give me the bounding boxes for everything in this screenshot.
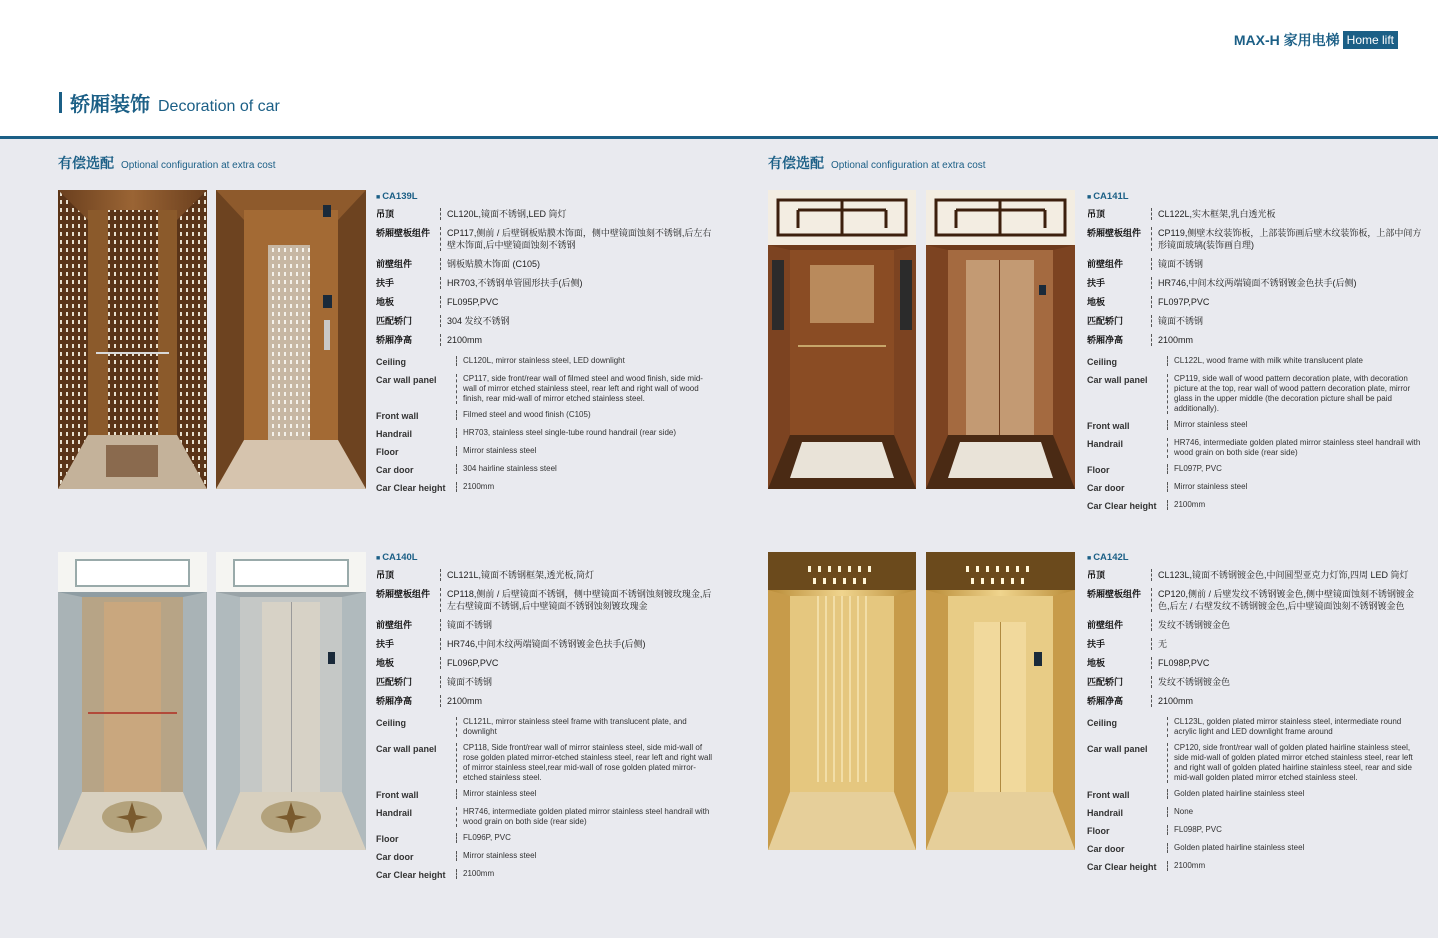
spec-row [1087, 789, 1417, 801]
spec-cn [1087, 208, 1427, 346]
spec-label: Floor [1087, 826, 1110, 836]
spec-cn [376, 208, 716, 346]
spec-ca140l [376, 552, 716, 887]
spec-label: Front wall [376, 790, 419, 800]
spec-value: Golden plated hairline stainless steel [1167, 789, 1417, 799]
spec-value: CL123L, golden plated mirror stainless steel, intermediate round acrylic light and LED downlight frame around [1167, 717, 1417, 737]
spec-label: Ceiling [376, 718, 407, 728]
optional-en: Optional configuration at extra cost [121, 160, 276, 171]
spec-label: 轿厢净高 [1087, 696, 1124, 706]
title-cn: 轿厢装饰 [70, 94, 150, 116]
spec-value: CP119,侧壁木纹装饰板，上部装饰画后壁木纹装饰板，上部中间方形镜面玻璃(装饰画自理) [1151, 227, 1427, 251]
spec-value: FL098P, PVC [1167, 825, 1417, 835]
spec-label: 扶手 [376, 278, 395, 288]
spec-value: 2100mm [1151, 695, 1417, 707]
spec-value: HR703, stainless steel single-tube round handrail (rear side) [456, 428, 716, 438]
spec-row [376, 227, 716, 251]
spec-value: 2100mm [1167, 861, 1417, 871]
spec-row [1087, 296, 1427, 308]
spec-row [1087, 227, 1427, 251]
spec-row [376, 258, 716, 270]
spec-label: Car wall panel [1087, 744, 1148, 754]
spec-label: 轿厢壁板组件 [1087, 589, 1142, 599]
spec-value: CP120,侧前 / 后壁发纹不锈钢镀金色,侧中壁镜面蚀刻不锈钢镀金色,后左 / 右壁发纹不锈钢镀金色,后中壁镜面蚀刻不锈钢镀金色 [1151, 588, 1417, 612]
spec-value: CL121L, mirror stainless steel frame with translucent plate, and downlight [456, 717, 716, 737]
spec-label: 轿厢净高 [376, 696, 413, 706]
spec-cn [376, 569, 716, 707]
spec-row [376, 334, 716, 346]
spec-en [1087, 356, 1427, 512]
spec-label: Floor [376, 447, 399, 457]
spec-value: FL095P,PVC [440, 296, 716, 308]
spec-row [1087, 420, 1427, 432]
spec-row [376, 296, 716, 308]
spec-value: Mirror stainless steel [456, 446, 716, 456]
spec-label: Car Clear height [1087, 862, 1157, 872]
spec-label: 吊顶 [1087, 209, 1106, 219]
spec-row [1087, 843, 1417, 855]
spec-row [376, 315, 716, 327]
spec-label: Car door [1087, 483, 1125, 493]
spec-label: Floor [376, 834, 399, 844]
spec-value: Mirror stainless steel [456, 851, 716, 861]
spec-label: Ceiling [376, 357, 407, 367]
spec-label: 轿厢净高 [1087, 335, 1124, 345]
optional-heading-right [768, 153, 986, 173]
spec-value: 304 hairline stainless steel [456, 464, 716, 474]
optional-en: Optional configuration at extra cost [831, 160, 986, 171]
spec-value: FL096P, PVC [456, 833, 716, 843]
title-en: Decoration of car [158, 98, 280, 115]
spec-value: FL097P, PVC [1167, 464, 1427, 474]
spec-label: 前壁组件 [376, 620, 413, 630]
elevator-photo-ca140l-2 [216, 552, 366, 850]
spec-row [1087, 315, 1427, 327]
spec-value: FL096P,PVC [440, 657, 716, 669]
spec-value: CL120L,镜面不锈钢,LED 筒灯 [440, 208, 716, 220]
optional-heading-left [58, 153, 276, 173]
spec-row [1087, 464, 1427, 476]
spec-value: 镜面不锈钢 [440, 619, 716, 631]
spec-row [376, 356, 716, 368]
spec-label: 匹配轿门 [1087, 316, 1124, 326]
spec-row [376, 569, 716, 581]
spec-value: CP117, side front/rear wall of filmed steel and wood finish, side mid-wall of mirror etched stainless steel, rear left and right wall of wood finish, rear mid-wall of mirror etched stainless steel. [456, 374, 716, 404]
spec-label: 轿厢壁板组件 [1087, 228, 1142, 238]
spec-label: 扶手 [376, 639, 395, 649]
spec-row [1087, 743, 1417, 783]
spec-label: Car Clear height [1087, 501, 1157, 511]
spec-label: Handrail [376, 808, 413, 818]
spec-label: 轿厢净高 [376, 335, 413, 345]
brand-name: MAX-H 家用电梯 [1233, 32, 1340, 48]
spec-value: Mirror stainless steel [456, 789, 716, 799]
spec-label: Car wall panel [376, 744, 437, 754]
spec-label: Car Clear height [376, 870, 446, 880]
optional-cn: 有偿选配 [768, 155, 824, 171]
spec-value: CP118, Side front/rear wall of mirror stainless steel, side mid-wall of rose golden plated mirror-etched stainless steel, rear left and right wall of mirror stainless steel,rear mid-wall of rose golden plated mirror-etched stainless steel. [456, 743, 716, 783]
spec-row [376, 638, 716, 650]
spec-label: Car door [376, 852, 414, 862]
spec-row [376, 717, 716, 737]
spec-label: 扶手 [1087, 278, 1106, 288]
spec-value: Mirror stainless steel [1167, 482, 1427, 492]
spec-ca142l [1087, 552, 1417, 879]
spec-row [376, 208, 716, 220]
spec-label: Front wall [376, 411, 419, 421]
spec-row [376, 851, 716, 863]
spec-row [376, 657, 716, 669]
spec-en [376, 717, 716, 881]
spec-value: HR746,中间木纹两端镜面不锈钢镀金色扶手(后侧) [1151, 277, 1427, 289]
spec-value: 镜面不锈钢 [440, 676, 716, 688]
spec-value: 2100mm [440, 334, 716, 346]
spec-row [376, 410, 716, 422]
spec-value: CL123L,镜面不锈钢镀金色,中间圆型亚克力灯饰,四周 LED 筒灯 [1151, 569, 1417, 581]
spec-row [1087, 825, 1417, 837]
spec-value: CL122L, wood frame with milk white translucent plate [1167, 356, 1427, 366]
spec-value: 发纹不锈钢镀金色 [1151, 676, 1417, 688]
spec-label: Car door [1087, 844, 1125, 854]
spec-row [1087, 588, 1417, 612]
spec-value: CP119, side wall of wood pattern decoration plate, with decoration picture at the top, rear wall of wood pattern decoration plate, mirror glass in the upper middle (the decoration picture shall be paid additionally). [1167, 374, 1427, 414]
header-rule [0, 136, 1438, 139]
spec-row [376, 464, 716, 476]
spec-label: 地板 [376, 297, 395, 307]
spec-label: 轿厢壁板组件 [376, 228, 431, 238]
spec-row [1087, 374, 1427, 414]
product-code: ■ CA141L [1087, 191, 1427, 202]
spec-label: Car wall panel [376, 375, 437, 385]
elevator-photo-ca139l-2 [216, 190, 366, 489]
brand-badge: Home lift [1343, 31, 1398, 49]
spec-value: CP117,侧前 / 后壁钢板贴膜木饰面，侧中壁镜面蚀刻不锈钢,后左右壁木饰面,后中壁镜面蚀刻不锈钢 [440, 227, 716, 251]
spec-row [376, 789, 716, 801]
product-code: ■ CA139L [376, 191, 716, 202]
spec-row [376, 588, 716, 612]
spec-row [376, 676, 716, 688]
spec-label: 匹配轿门 [376, 316, 413, 326]
spec-row [1087, 277, 1427, 289]
spec-row [376, 807, 716, 827]
spec-label: Front wall [1087, 421, 1130, 431]
spec-value: 镜面不锈钢 [1151, 258, 1427, 270]
spec-row [1087, 676, 1417, 688]
spec-row [1087, 438, 1427, 458]
spec-value: FL097P,PVC [1151, 296, 1427, 308]
spec-row [1087, 619, 1417, 631]
spec-label: Ceiling [1087, 357, 1118, 367]
spec-label: 地板 [376, 658, 395, 668]
brand [1234, 31, 1398, 49]
spec-value: 无 [1151, 638, 1417, 650]
product-code: ■ CA142L [1087, 552, 1417, 563]
spec-label: Handrail [1087, 808, 1124, 818]
spec-label: Handrail [1087, 439, 1124, 449]
spec-label: 吊顶 [376, 209, 395, 219]
spec-label: 前壁组件 [1087, 259, 1124, 269]
spec-value: 2100mm [1151, 334, 1427, 346]
spec-label: 轿厢壁板组件 [376, 589, 431, 599]
spec-label: Car Clear height [376, 483, 446, 493]
product-code: ■ CA140L [376, 552, 716, 563]
spec-row [1087, 638, 1417, 650]
spec-value: 2100mm [440, 695, 716, 707]
spec-row [376, 482, 716, 494]
elevator-photo-ca142l-1 [768, 552, 916, 850]
spec-label: Ceiling [1087, 718, 1118, 728]
spec-row [1087, 695, 1417, 707]
spec-value: CP118,侧前 / 后壁镜面不锈钢，侧中壁镜面不锈钢蚀刻镀玫瑰金,后左右壁镜面不锈钢,后中壁镜面不锈钢蚀刻镀玫瑰金 [440, 588, 716, 612]
spec-value: 2100mm [456, 869, 716, 879]
spec-row [1087, 657, 1417, 669]
spec-en [376, 356, 716, 494]
spec-row [1087, 208, 1427, 220]
page-title [59, 88, 280, 117]
spec-label: 前壁组件 [1087, 620, 1124, 630]
spec-value: CP120, side front/rear wall of golden plated hairline stainless steel, side mid-wall of golden plated mirror etched stainless steel, rear left and right wall of golden plated hairline stainless steel, rear and side mid-wall golden plated mirror etched stainless steel. [1167, 743, 1417, 783]
spec-label: 前壁组件 [376, 259, 413, 269]
spec-value: Mirror stainless steel [1167, 420, 1427, 430]
spec-row [376, 743, 716, 783]
spec-label: Car wall panel [1087, 375, 1148, 385]
spec-value: 发纹不锈钢镀金色 [1151, 619, 1417, 631]
spec-label: 地板 [1087, 297, 1106, 307]
spec-value: 2100mm [456, 482, 716, 492]
elevator-photo-ca139l-1 [58, 190, 207, 489]
spec-ca141l [1087, 191, 1427, 518]
spec-row [1087, 861, 1417, 873]
spec-row [1087, 482, 1427, 494]
spec-value: Golden plated hairline stainless steel [1167, 843, 1417, 853]
spec-value: Filmed steel and wood finish (C105) [456, 410, 716, 420]
spec-value: CL121L,镜面不锈钢框架,透光板,筒灯 [440, 569, 716, 581]
spec-label: 吊顶 [1087, 570, 1106, 580]
title-bar [59, 92, 62, 113]
elevator-photo-ca141l-1 [768, 190, 916, 489]
spec-value: CL120L, mirror stainless steel, LED downlight [456, 356, 716, 366]
spec-label: Car door [376, 465, 414, 475]
spec-row [376, 833, 716, 845]
spec-label: 匹配轿门 [1087, 677, 1124, 687]
spec-row [1087, 717, 1417, 737]
spec-row [376, 619, 716, 631]
spec-value: HR746,中间木纹两端镜面不锈钢镀金色扶手(后侧) [440, 638, 716, 650]
spec-value: 304 发纹不锈钢 [440, 315, 716, 327]
spec-label: Front wall [1087, 790, 1130, 800]
spec-row [1087, 500, 1427, 512]
spec-row [1087, 807, 1417, 819]
spec-value: 镜面不锈钢 [1151, 315, 1427, 327]
spec-value: 2100mm [1167, 500, 1427, 510]
spec-row [1087, 356, 1427, 368]
spec-row [1087, 334, 1427, 346]
elevator-photo-ca140l-1 [58, 552, 207, 850]
spec-row [376, 446, 716, 458]
spec-value: HR746, intermediate golden plated mirror stainless steel handrail with wood grain on both side (rear side) [1167, 438, 1427, 458]
optional-cn: 有偿选配 [58, 155, 114, 171]
spec-en [1087, 717, 1417, 873]
spec-value: FL098P,PVC [1151, 657, 1417, 669]
spec-label: Handrail [376, 429, 413, 439]
elevator-photo-ca141l-2 [926, 190, 1075, 489]
elevator-photo-ca142l-2 [926, 552, 1075, 850]
spec-cn [1087, 569, 1417, 707]
spec-label: 地板 [1087, 658, 1106, 668]
spec-row [376, 695, 716, 707]
spec-value: None [1167, 807, 1417, 817]
spec-label: 扶手 [1087, 639, 1106, 649]
spec-row [376, 374, 716, 404]
spec-row [1087, 258, 1427, 270]
spec-label: 吊顶 [376, 570, 395, 580]
spec-row [376, 428, 716, 440]
spec-label: Floor [1087, 465, 1110, 475]
spec-value: HR703,不锈钢单管圆形扶手(后侧) [440, 277, 716, 289]
spec-ca139l [376, 191, 716, 500]
spec-value: CL122L,实木框架,乳白透光板 [1151, 208, 1427, 220]
spec-label: 匹配轿门 [376, 677, 413, 687]
spec-value: HR746, intermediate golden plated mirror stainless steel handrail with wood grain on both side (rear side) [456, 807, 716, 827]
spec-row [376, 277, 716, 289]
spec-value: 钢板贴膜木饰面 (C105) [440, 258, 716, 270]
spec-row [1087, 569, 1417, 581]
spec-row [376, 869, 716, 881]
